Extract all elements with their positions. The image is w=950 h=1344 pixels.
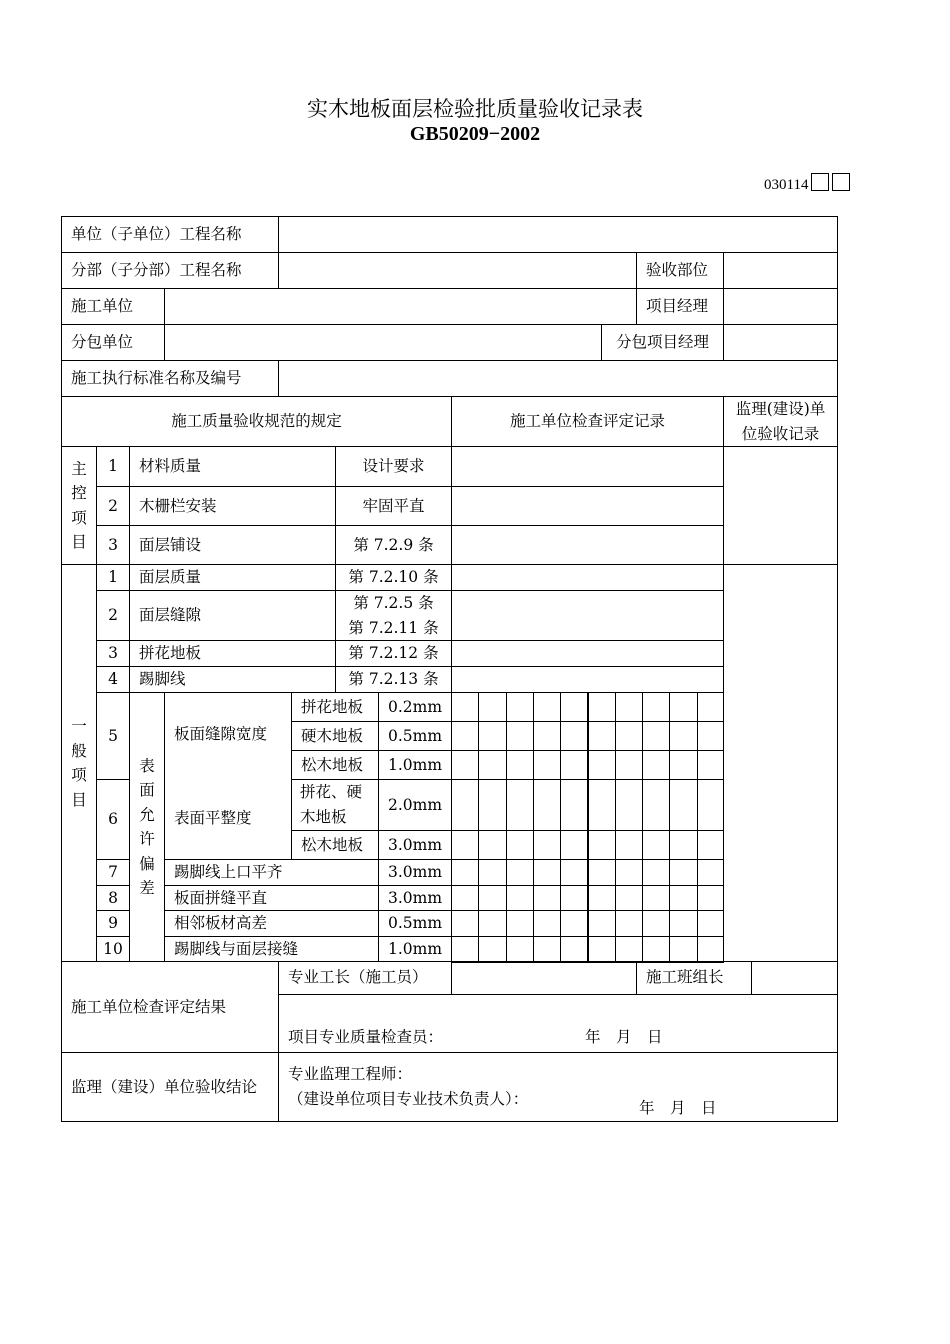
- measurement-cell[interactable]: [506, 779, 534, 831]
- measurement-cell[interactable]: [533, 936, 561, 963]
- measurement-cell[interactable]: [506, 692, 534, 722]
- measurement-cell[interactable]: [533, 779, 561, 831]
- measurement-cell[interactable]: [615, 750, 643, 780]
- measurement-cell[interactable]: [642, 859, 670, 886]
- gen-item-name: 拼花地板: [129, 640, 336, 667]
- measurement-cell[interactable]: [588, 779, 616, 831]
- gap-value: 0.2mm: [378, 692, 452, 722]
- measurement-cell[interactable]: [451, 721, 479, 751]
- measurement-cell[interactable]: [451, 885, 479, 911]
- measurement-cell[interactable]: [506, 721, 534, 751]
- supervision-signature: [278, 1052, 838, 1122]
- measurement-cell[interactable]: [506, 830, 534, 860]
- measurement-cell[interactable]: [642, 910, 670, 937]
- flatness-value: 2.0mm: [378, 779, 452, 831]
- measurement-cell[interactable]: [533, 859, 561, 886]
- gen-item-name: 面层缝隙: [129, 590, 336, 641]
- measurement-cell[interactable]: [451, 859, 479, 886]
- acceptance-part-label: 验收部位: [636, 252, 724, 289]
- form-code: [764, 173, 850, 194]
- standard-code: GB50209−2002: [409, 123, 541, 145]
- measurement-cell[interactable]: [560, 779, 588, 831]
- form-code-number: 030114: [764, 177, 809, 193]
- measurement-cell[interactable]: [560, 750, 588, 780]
- measurement-cell[interactable]: [669, 692, 697, 722]
- flatness-no: 6: [96, 779, 130, 860]
- measurement-cell[interactable]: [615, 692, 643, 722]
- measurement-cell[interactable]: [669, 885, 697, 911]
- sub-project-name-field[interactable]: [278, 252, 637, 289]
- measurement-cell[interactable]: [615, 721, 643, 751]
- unit-project-name-label: 单位（子单位）工程名称: [61, 216, 279, 253]
- gen-item-no: 4: [96, 666, 130, 693]
- main-control-label: 主控项目: [61, 446, 97, 565]
- measurement-cell[interactable]: [451, 910, 479, 937]
- measurement-cell[interactable]: [478, 721, 506, 751]
- measurement-cell[interactable]: [642, 779, 670, 831]
- mc-item-record[interactable]: [451, 486, 724, 526]
- flatness-type: 松木地板: [291, 830, 379, 860]
- page-title: 实木地板面层检验批质量验收记录表: [307, 97, 643, 121]
- measurement-cell[interactable]: [478, 910, 506, 937]
- measurement-cell[interactable]: [615, 885, 643, 911]
- measurement-cell[interactable]: [642, 885, 670, 911]
- measurement-cell[interactable]: [560, 936, 588, 963]
- other-value: 1.0mm: [378, 936, 452, 962]
- measurement-cell[interactable]: [588, 830, 616, 860]
- measurement-cell[interactable]: [478, 750, 506, 780]
- measurement-cell[interactable]: [642, 721, 670, 751]
- other-name: 踢脚线与面层接缝: [164, 936, 379, 962]
- measurement-cell[interactable]: [588, 936, 616, 963]
- mc-item-record[interactable]: [451, 525, 724, 565]
- measurement-cell[interactable]: [697, 936, 724, 963]
- measurement-cell[interactable]: [560, 910, 588, 937]
- mc-item-req: 牢固平直: [335, 486, 452, 526]
- team-leader-field[interactable]: [751, 961, 838, 995]
- measurement-cell[interactable]: [560, 859, 588, 886]
- measurement-cell[interactable]: [560, 885, 588, 911]
- flatness-name: 表面平整度: [174, 809, 252, 827]
- other-value: 0.5mm: [378, 910, 452, 937]
- supervisor-label: 专业监理工程师：: [288, 1065, 413, 1083]
- measurement-cell[interactable]: [560, 830, 588, 860]
- measurement-cell[interactable]: [588, 750, 616, 780]
- construction-unit-field[interactable]: [164, 288, 637, 325]
- measurement-cell[interactable]: [588, 910, 616, 937]
- inspector-date: 年 月 日: [585, 1028, 663, 1046]
- measurement-cell[interactable]: [697, 910, 724, 937]
- construction-unit-label: 施工单位: [61, 288, 165, 325]
- gen-item-name: 面层质量: [129, 564, 336, 591]
- measurement-cell[interactable]: [697, 779, 724, 831]
- owner-rep-label: （建设单位项目专业技术负责人）：: [288, 1090, 529, 1108]
- measurement-cell[interactable]: [506, 936, 534, 963]
- measurement-cell[interactable]: [669, 750, 697, 780]
- general-supervision-record[interactable]: [723, 564, 838, 962]
- measurement-cell[interactable]: [697, 692, 724, 722]
- measurement-cell[interactable]: [560, 721, 588, 751]
- measurement-cell[interactable]: [615, 936, 643, 963]
- measurement-cell[interactable]: [588, 885, 616, 911]
- construction-result-label: 施工单位检查评定结果: [61, 961, 279, 1053]
- tolerance-label: 表面允许偏差: [129, 692, 165, 962]
- measurement-cell[interactable]: [533, 692, 561, 722]
- supervision-column-header: 监理(建设)单位验收记录: [723, 396, 838, 447]
- flatness-value: 3.0mm: [378, 830, 452, 860]
- measurement-cell[interactable]: [478, 830, 506, 860]
- measurement-cell[interactable]: [451, 779, 479, 831]
- subcontract-manager-label: 分包项目经理: [601, 324, 724, 361]
- measurement-cell[interactable]: [669, 830, 697, 860]
- team-leader-label: 施工班组长: [636, 961, 752, 995]
- measurement-cell[interactable]: [533, 750, 561, 780]
- standard-name-field[interactable]: [278, 360, 838, 397]
- other-name: 板面拼缝平直: [164, 885, 379, 911]
- tolerance-name-col: [164, 692, 292, 860]
- standard-name-label: 施工执行标准名称及编号: [61, 360, 279, 397]
- measurement-cell[interactable]: [533, 910, 561, 937]
- gen-item-record[interactable]: [451, 564, 724, 591]
- measurement-cell[interactable]: [451, 692, 479, 722]
- gen-item-record[interactable]: [451, 640, 724, 667]
- measurement-cell[interactable]: [642, 750, 670, 780]
- gen-item-req: 第 7.2.12 条: [335, 640, 452, 667]
- measurement-cell[interactable]: [478, 779, 506, 831]
- code-checkbox-1[interactable]: [811, 173, 829, 191]
- measurement-cell[interactable]: [669, 936, 697, 963]
- mc-item-name: 木栅栏安装: [129, 486, 336, 526]
- measurement-cell[interactable]: [669, 859, 697, 886]
- measurement-cell[interactable]: [478, 692, 506, 722]
- flatness-type: 拼花、硬木地板: [291, 779, 379, 831]
- gap-type: 松木地板: [291, 750, 379, 780]
- acceptance-part-field[interactable]: [723, 252, 838, 289]
- measurement-cell[interactable]: [533, 830, 561, 860]
- measurement-cell[interactable]: [642, 830, 670, 860]
- measurement-cell[interactable]: [642, 936, 670, 963]
- other-no: 9: [96, 910, 130, 937]
- mc-item-name: 材料质量: [129, 446, 336, 487]
- mc-item-no: 2: [96, 486, 130, 526]
- measurement-cell[interactable]: [697, 830, 724, 860]
- gap-type: 硬木地板: [291, 721, 379, 751]
- measurement-cell[interactable]: [451, 936, 479, 963]
- gap-value: 0.5mm: [378, 721, 452, 751]
- subcontract-unit-field[interactable]: [164, 324, 602, 361]
- foreman-field[interactable]: [451, 961, 637, 995]
- gap-type: 拼花地板: [291, 692, 379, 722]
- subcontract-manager-field[interactable]: [723, 324, 838, 361]
- measurement-cell[interactable]: [697, 721, 724, 751]
- measurement-cell[interactable]: [588, 721, 616, 751]
- measurement-cell[interactable]: [506, 885, 534, 911]
- measurement-cell[interactable]: [669, 721, 697, 751]
- sub-project-name-label: 分部（子分部）工程名称: [61, 252, 279, 289]
- measurement-cell[interactable]: [478, 885, 506, 911]
- gen-item-req-line2: 第 7.2.11 条: [348, 618, 439, 637]
- gen-item-req: 第 7.2.10 条: [335, 564, 452, 591]
- gap-value: 1.0mm: [378, 750, 452, 780]
- measurement-cell[interactable]: [451, 750, 479, 780]
- spec-column-header: 施工质量验收规范的规定: [61, 396, 452, 447]
- gen-item-no: 1: [96, 564, 130, 591]
- measurement-cell[interactable]: [697, 859, 724, 886]
- other-value: 3.0mm: [378, 859, 452, 886]
- measurement-cell[interactable]: [506, 750, 534, 780]
- other-name: 踢脚线上口平齐: [164, 859, 379, 886]
- other-name: 相邻板材高差: [164, 910, 379, 937]
- measurement-cell[interactable]: [615, 859, 643, 886]
- foreman-label: 专业工长（施工员）: [278, 961, 452, 995]
- mc-item-no: 3: [96, 525, 130, 565]
- gen-item-record[interactable]: [451, 666, 724, 693]
- code-checkbox-2[interactable]: [832, 173, 850, 191]
- gen-item-req: 第 7.2.13 条: [335, 666, 452, 693]
- gen-item-no: 3: [96, 640, 130, 667]
- other-no: 7: [96, 859, 130, 886]
- record-column-header: 施工单位检查评定记录: [451, 396, 724, 447]
- mc-item-name: 面层铺设: [129, 525, 336, 565]
- mc-item-no: 1: [96, 446, 130, 487]
- measurement-cell[interactable]: [478, 859, 506, 886]
- mc-item-record[interactable]: [451, 446, 724, 487]
- measurement-cell[interactable]: [669, 910, 697, 937]
- measurement-cell[interactable]: [533, 885, 561, 911]
- measurement-cell[interactable]: [615, 779, 643, 831]
- measurement-cell[interactable]: [451, 830, 479, 860]
- measurement-cell[interactable]: [669, 779, 697, 831]
- project-manager-field[interactable]: [723, 288, 838, 325]
- measurement-cell[interactable]: [615, 910, 643, 937]
- gen-item-record[interactable]: [451, 590, 724, 641]
- general-items-label: 一般项目: [61, 564, 97, 962]
- other-no: 8: [96, 885, 130, 911]
- gen-item-req: [335, 590, 452, 641]
- supervision-conclusion-label: 监理（建设）单位验收结论: [61, 1052, 279, 1122]
- mc-supervision-record[interactable]: [723, 446, 838, 565]
- measurement-cell[interactable]: [478, 936, 506, 963]
- measurement-cell[interactable]: [533, 721, 561, 751]
- measurement-cell[interactable]: [506, 910, 534, 937]
- mc-item-req: 第 7.2.9 条: [335, 525, 452, 565]
- gap-width-no: 5: [96, 692, 130, 780]
- inspector-row: [278, 994, 838, 1053]
- measurement-cell[interactable]: [697, 885, 724, 911]
- measurement-cell[interactable]: [697, 750, 724, 780]
- unit-project-name-field[interactable]: [278, 216, 838, 253]
- measurement-cell[interactable]: [642, 692, 670, 722]
- measurement-cell[interactable]: [615, 830, 643, 860]
- other-value: 3.0mm: [378, 885, 452, 911]
- gap-width-name: 板面缝隙宽度: [174, 725, 268, 743]
- gen-item-no: 2: [96, 590, 130, 641]
- mc-item-req: 设计要求: [335, 446, 452, 487]
- measurement-cell[interactable]: [588, 692, 616, 722]
- subcontract-unit-label: 分包单位: [61, 324, 165, 361]
- other-no: 10: [96, 936, 130, 962]
- measurement-cell[interactable]: [560, 692, 588, 722]
- project-manager-label: 项目经理: [636, 288, 724, 325]
- supervision-date: 年 月 日: [639, 1099, 717, 1117]
- gen-item-name: 踢脚线: [129, 666, 336, 693]
- gen-item-req-line1: 第 7.2.5 条: [353, 593, 434, 612]
- measurement-cell[interactable]: [506, 859, 534, 886]
- measurement-cell[interactable]: [588, 859, 616, 886]
- inspector-label: 项目专业质量检查员：: [288, 1028, 444, 1046]
